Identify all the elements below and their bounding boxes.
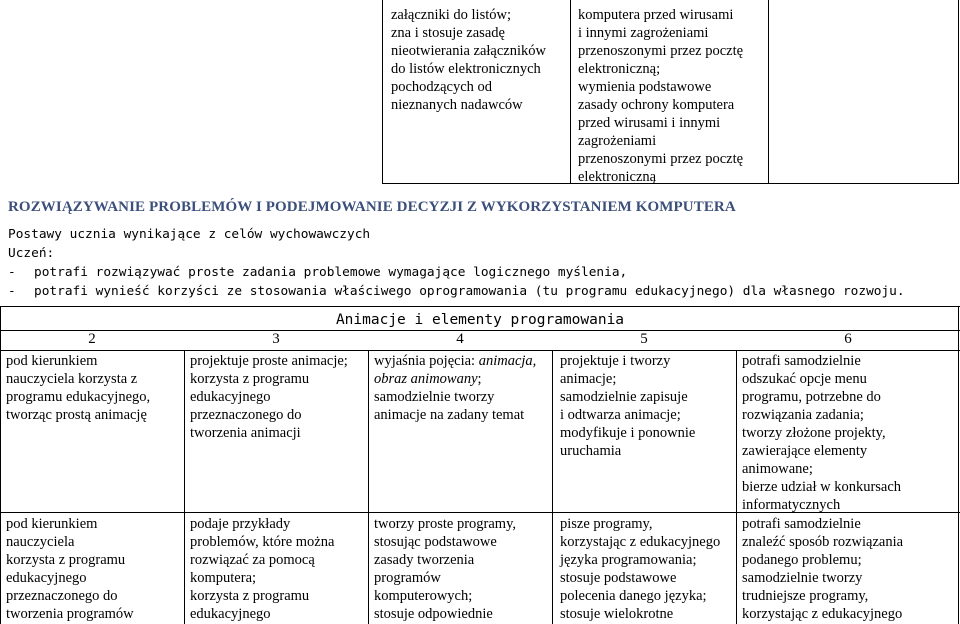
cell-row2-col2: pod kierunkiem nauczyciela korzysta z programu edukacyjnego przeznaczonego do tworzenia programów xyxy=(6,516,134,622)
dash: - xyxy=(8,284,16,299)
cell-text: samodzielnie tworzy animacje na zadany temat xyxy=(374,389,525,423)
table-border xyxy=(368,350,369,624)
table-border xyxy=(552,350,553,624)
column-number: 3 xyxy=(272,331,280,347)
cell-row2-col4: tworzy proste programy, stosując podstawowe zasady tworzenia programów komputerowych; stosuje odpowiednie xyxy=(374,516,517,622)
column-number: 5 xyxy=(640,331,648,347)
term: animacja, xyxy=(478,353,537,369)
term: obraz animowany xyxy=(374,371,478,387)
top-table-border xyxy=(958,0,959,184)
cell-row1-col2: pod kierunkiem nauczyciela korzysta z programu edukacyjnego, tworząc prostą animację xyxy=(6,353,151,423)
objective-item xyxy=(8,263,627,282)
objective-text: potrafi rozwiązywać proste zadania problemowe wymagające logicznego myślenia, xyxy=(34,265,628,280)
table-border xyxy=(0,350,960,351)
objective-item xyxy=(8,282,905,301)
top-cell-virus-protection: komputera przed wirusami i innymi zagrożeniami przenoszonymi przez pocztę elektroniczną; wymienia podstawowe zasady ochrony komputera przed wirusami i innymi zagrożeniami przenoszonymi przez pocztę elektroniczną xyxy=(578,7,744,185)
column-number: 2 xyxy=(88,331,96,347)
cell-row2-col5: pisze programy, korzystając z edukacyjnego języka programowania; stosuje podstawowe polecenia danego języka; stosuje wielokrotne xyxy=(560,516,721,622)
top-table-border xyxy=(768,0,769,184)
cell-row1-col6: potrafi samodzielnie odszukać opcje menu programu, potrzebne do rozwiązania zadania; tworzy złożone projekty, zawierające elementy animowane; bierze udział w konkursach informatycznych xyxy=(742,353,902,513)
top-cell-attachments: załączniki do listów; zna i stosuje zasadę nieotwierania załączników do listów elektronicznych pochodzących od nieznanych nadawców xyxy=(391,7,546,113)
table-border xyxy=(736,350,737,624)
objective-text: potrafi wynieść korzyści ze stosowania właściwego oprogramowania (tu programu edukacyjnego) dla własnego rozwoju. xyxy=(34,284,905,299)
cell-row1-col4 xyxy=(374,352,536,424)
cell-text: ; xyxy=(477,371,482,387)
cell-row2-col6: potrafi samodzielnie znaleźć sposób rozwiązania podanego problemu; samodzielnie tworzy trudniejsze programy, korzystając z edukacyjnego xyxy=(742,516,904,622)
table-border xyxy=(0,306,960,307)
top-table-border xyxy=(382,0,383,184)
cell-row1-col3: projektuje proste animacje; korzysta z programu edukacyjnego przeznaczonego do tworzenia animacji xyxy=(190,353,348,441)
column-number: 4 xyxy=(456,331,464,347)
column-number: 6 xyxy=(844,331,852,347)
dash: - xyxy=(8,265,16,280)
student-label: Uczeń: xyxy=(8,246,55,261)
cell-text: wyjaśnia pojęcia: xyxy=(374,353,479,369)
top-table-border xyxy=(570,0,571,184)
table-border xyxy=(184,350,185,624)
cell-row1-col5: projektuje i tworzy animacje; samodzielnie zapisuje i odtwarza animacje; modyfikuje i ponownie uruchamia xyxy=(560,353,696,459)
table-border xyxy=(0,306,1,624)
attitudes-heading: Postawy ucznia wynikające z celów wychowawczych xyxy=(8,227,371,242)
cell-row2-col3: podaje przykłady problemów, które można rozwiązać za pomocą komputera; korzysta z programu edukacyjnego xyxy=(190,516,335,622)
table-border xyxy=(958,306,959,624)
section-heading: ROZWIĄZYWANIE PROBLEMÓW I PODEJMOWANIE DECYZJI Z WYKORZYSTANIEM KOMPUTERA xyxy=(8,199,736,215)
table-title: Animacje i elementy programowania xyxy=(335,312,625,328)
